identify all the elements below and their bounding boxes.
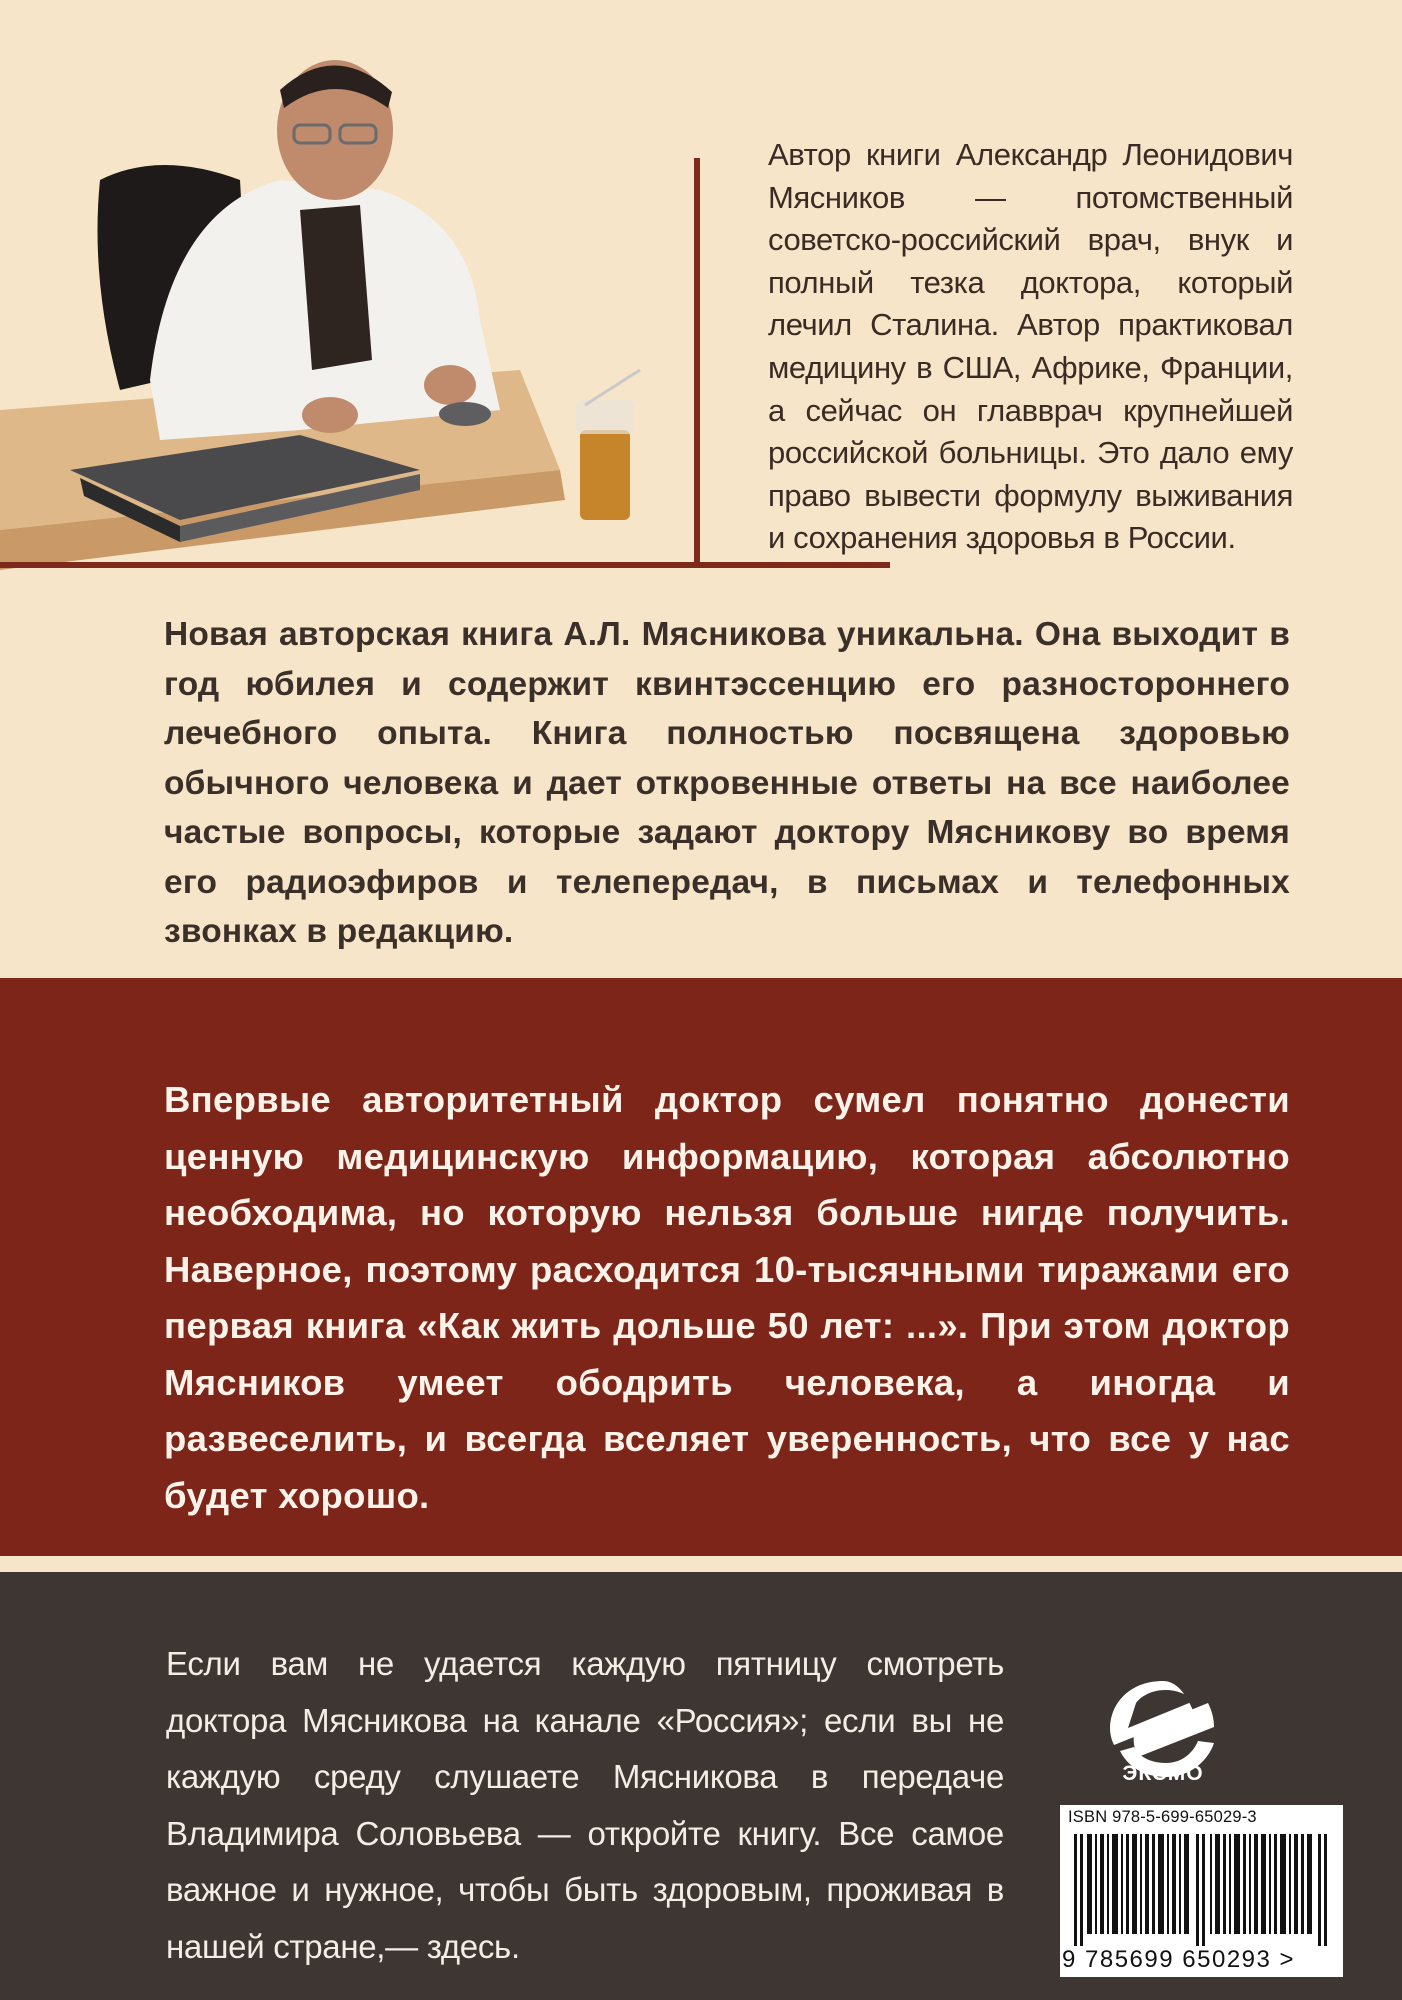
- intro-paragraph: Новая авторская книга А.Л. Мясникова уникальна. Она выходит в год юбилея и содержит квинтэссенцию его разностороннего лечебного опыта. Книга полностью посвящена здоровью обычного человека и дает откровенные ответы на все наиболее частые вопросы, которые задают доктору Мясникову во время его радиоэфиров и телепередач, в письмах и телефонных звонках в редакцию.: [164, 616, 1290, 950]
- barcode-number: 9 785699 650293 >: [1062, 1946, 1296, 1973]
- highlight-paragraph: Впервые авторитетный доктор сумел понятно донести ценную медицинскую информацию, которая абсолютно необходима, но которую нельзя больше нигде получить. Наверное, поэтому расходится 10-тысячными тиражами его первая книга «Как жить дольше 50 лет: ...». При этом доктор Мясников умеет ободрить человека, а иногда и развеселить, и всегда вселяет уверенность, что все у нас будет хорошо.: [164, 1079, 1290, 1516]
- author-blurb: Автор книги Александр Леонидович Мясников — потомственный советско-российский врач, внук и полный тезка доктора, который лечил Сталина. Автор практиковал медицину в США, Африке, Франции, а сейчас он главврач крупнейшей российской больницы. Это дало ему право вывести формулу выживания и сохранения здоровья в России.: [768, 137, 1293, 556]
- section-separator: [0, 1556, 1402, 1572]
- barcode-icon: [1074, 1834, 1332, 1946]
- top-section: [0, 0, 1402, 978]
- frame-horizontal-line: [0, 562, 890, 568]
- frame-vertical-line: [694, 158, 700, 568]
- publisher-name: ЭКСМО: [1122, 1762, 1204, 1785]
- author-photo: [0, 30, 700, 570]
- closing-paragraph: Если вам не удается каждую пятницу смотреть доктора Мясникова на канале «Россия»; если вы не каждую среду слушаете Мясникова в передаче Владимира Соловьева — откройте книгу. Все самое важное и нужное, чтобы быть здоровым, проживая в нашей стране,— здесь.: [166, 1645, 1004, 1965]
- isbn-text: ISBN 978-5-699-65029-3: [1068, 1808, 1257, 1826]
